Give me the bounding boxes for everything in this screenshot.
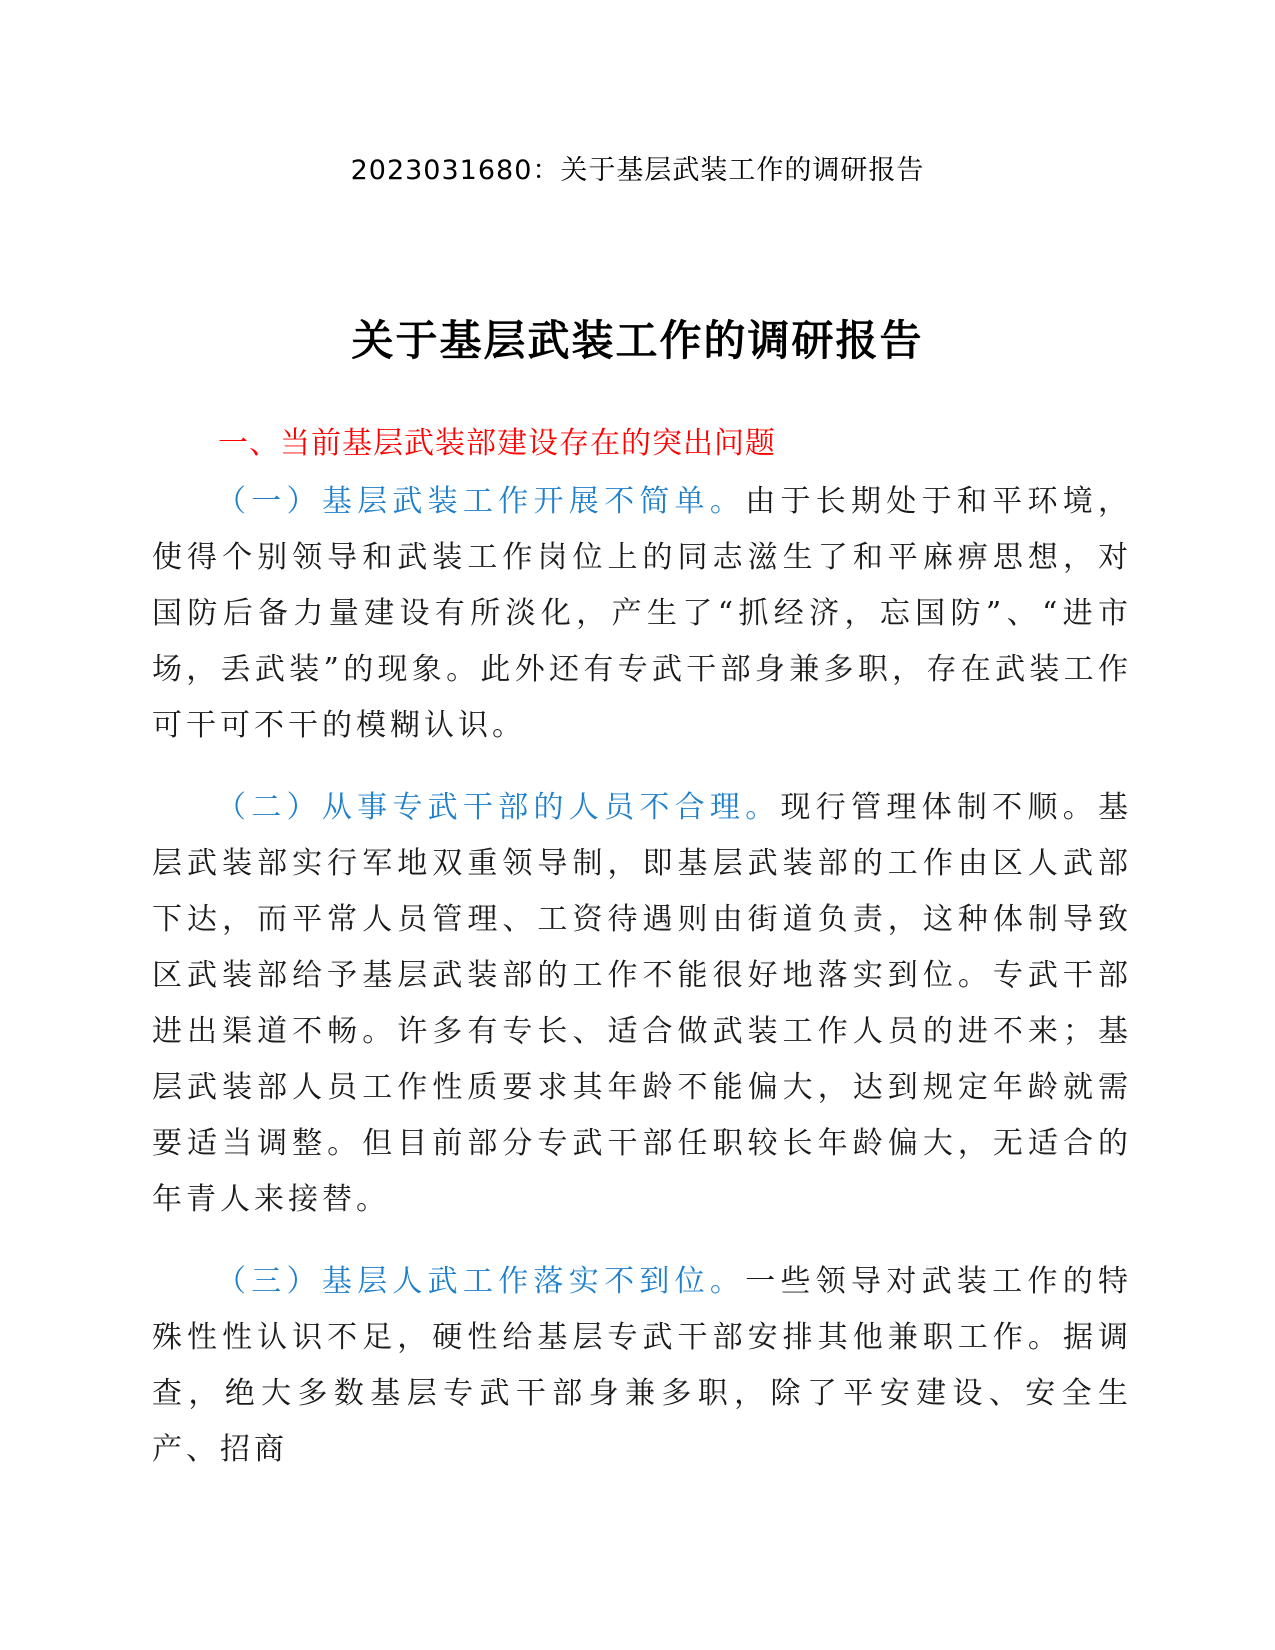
paragraph-2-heading: （二）从事专武干部的人员不合理。 bbox=[216, 790, 781, 825]
paragraph-1-text: 由于长期处于和平环境，使得个别领导和武装工作岗位上的同志滋生了和平麻痹思想，对国防后备力量建设有所淡化，产生了“抓经济，忘国防”、“进市场，丢武装”的现象。此外还有专武干部身兼多职，存在武装工作可干可不干的模糊认识。 bbox=[152, 484, 1133, 743]
paragraph-3-heading: （三）基层人武工作落实不到位。 bbox=[216, 1264, 746, 1299]
paragraph-3-text: 一些领导对武装工作的特殊性性认识不足，硬性给基层专武干部安排其他兼职工作。据调查，绝大多数基层专武干部身兼多职，除了平安建设、安全生产、招商 bbox=[152, 1264, 1133, 1467]
paragraph-1-heading: （一）基层武装工作开展不简单。 bbox=[216, 484, 746, 519]
paragraph-3 bbox=[152, 1254, 1132, 1478]
paragraph-2-text: 现行管理体制不顺。基层武装部实行军地双重领导制，即基层武装部的工作由区人武部下达，而平常人员管理、工资待遇则由街道负责，这种体制导致区武装部给予基层武装部的工作不能很好地落实到位。专武干部进出渠道不畅。许多有专长、适合做武装工作人员的进不来；基层武装部人员工作性质要求其年龄不能偏大，达到规定年龄就需要适当调整。但目前部分专武干部任职较长年龄偏大，无适合的年青人来接替。 bbox=[152, 790, 1133, 1217]
paragraph-1 bbox=[152, 474, 1132, 754]
document-body bbox=[152, 474, 1132, 1504]
section-heading: 一、当前基层武装部建设存在的突出问题 bbox=[218, 426, 776, 461]
document-title: 关于基层武装工作的调研报告 bbox=[351, 316, 924, 365]
paragraph-2 bbox=[152, 780, 1132, 1228]
document-header: 2023031680：关于基层武装工作的调研报告 bbox=[350, 155, 925, 186]
